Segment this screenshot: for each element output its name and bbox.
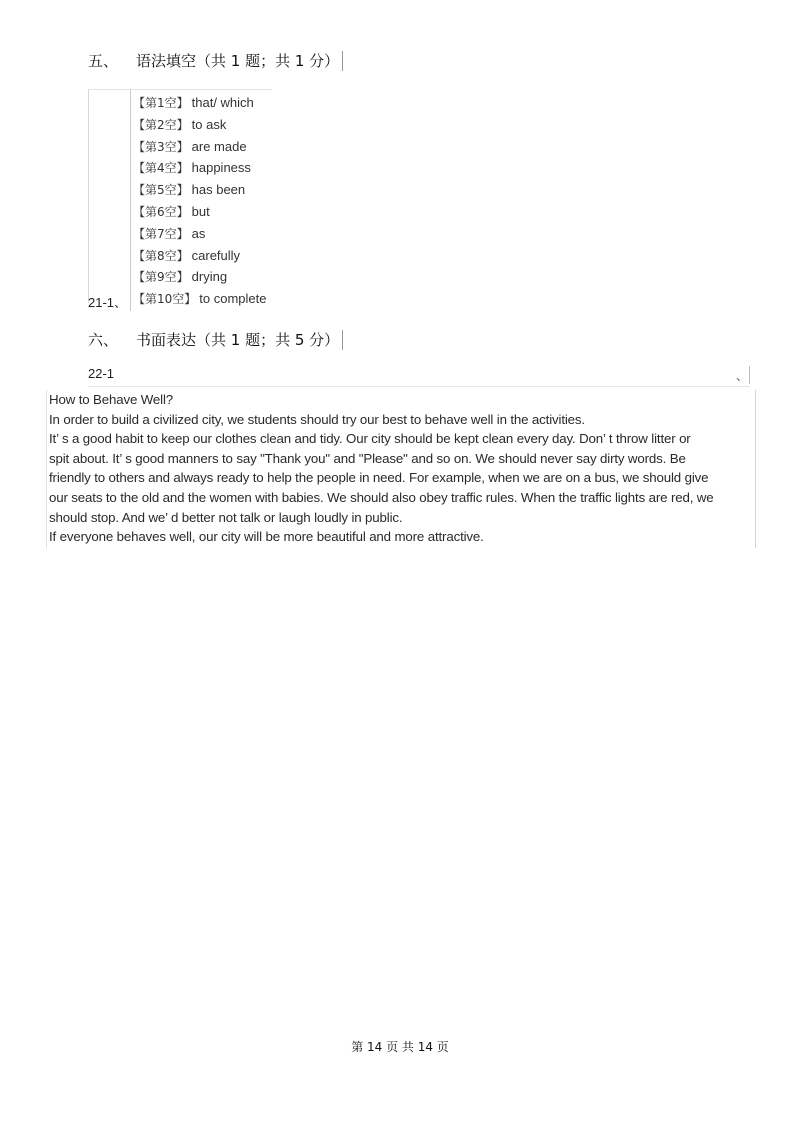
section-5-title: 语法填空（共 1 题；共 1 分） xyxy=(136,52,340,70)
divider xyxy=(88,89,89,303)
list-item: 【第10空】 to complete xyxy=(133,291,267,307)
essay-line: spit about. It’ s good manners to say "Thank you" and "Please" and so on. We should never say dirty words. Be xyxy=(49,450,686,466)
list-item: 【第6空】 but xyxy=(133,203,210,219)
list-item: 【第3空】 are made xyxy=(133,138,247,154)
list-item: 【第7空】 as xyxy=(133,225,206,241)
q21-label: 21-1、 xyxy=(88,295,128,310)
list-item: 【第5空】 has been xyxy=(133,182,246,198)
essay-line: It’ s a good habit to keep our clothes clean and tidy. Our city should be kept clean every day. Don’ t throw litter or xyxy=(49,431,691,447)
list-item: 【第1空】 that/ which xyxy=(133,95,254,110)
list-item: 【第4空】 happiness xyxy=(133,160,251,176)
essay-title: How to Behave Well? xyxy=(49,392,174,407)
essay-line: In order to build a civilized city, we students should try our best to behave well in the activities. xyxy=(49,411,585,427)
essay-line: If everyone behaves well, our city will be more beautiful and more attractive. xyxy=(49,529,484,545)
page-footer: 第 14 页 共 14 页 xyxy=(351,1040,449,1054)
q21-answer-box xyxy=(88,89,272,311)
divider xyxy=(342,51,343,71)
q22-label: 22-1 xyxy=(88,366,115,381)
list-item: 【第8空】 carefully xyxy=(133,247,241,263)
essay-line: should stop. And we’ d better not talk or laugh loudly in public. xyxy=(49,509,403,525)
q21-answer-image xyxy=(130,89,273,311)
section-6-title: 书面表达（共 1 题；共 5 分） xyxy=(136,331,340,349)
list-item: 【第9空】 drying xyxy=(133,269,228,285)
essay-line: friendly to others and always ready to help the people in need. For example, when we are on a bus, we should give xyxy=(49,470,709,486)
essay-line: our seats to the old and the women with babies. We should also obey traffic rules. When the traffic lights are red, we xyxy=(49,489,714,505)
divider xyxy=(749,366,750,384)
q22-tick-mark: 、 xyxy=(736,369,749,383)
q22-essay xyxy=(46,390,756,548)
list-item: 【第2空】 to ask xyxy=(133,116,227,132)
section-6-heading xyxy=(88,329,343,350)
section-5-number: 五、 xyxy=(88,52,119,70)
section-5-heading xyxy=(88,50,343,71)
divider xyxy=(342,330,343,350)
section-6-number: 六、 xyxy=(88,331,119,349)
q21-blank-list xyxy=(133,92,266,310)
divider xyxy=(88,386,750,387)
